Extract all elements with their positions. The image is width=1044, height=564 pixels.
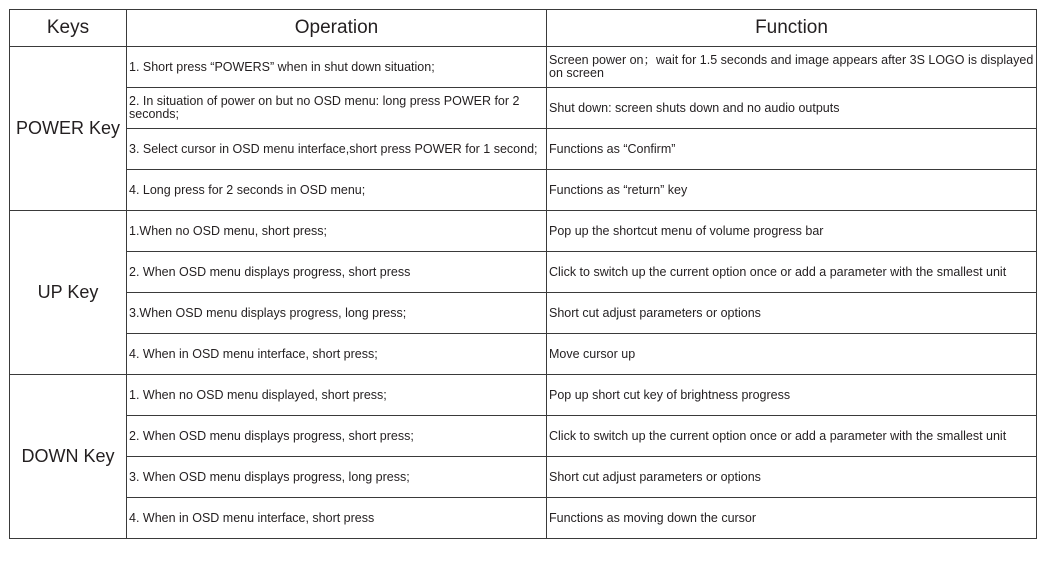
table-row [10, 47, 1037, 88]
table-row [10, 498, 1037, 539]
operation-cell: 2. When OSD menu displays progress, short press; [127, 416, 547, 457]
table-row [10, 88, 1037, 129]
key-name-up: UP Key [10, 211, 127, 375]
table-row [10, 457, 1037, 498]
table-row [10, 334, 1037, 375]
operation-cell: 1. When no OSD menu displayed, short press; [127, 375, 547, 416]
table-row [10, 170, 1037, 211]
table-row [10, 293, 1037, 334]
function-cell: Short cut adjust parameters or options [547, 457, 1037, 498]
operation-cell: 4. When in OSD menu interface, short press; [127, 334, 547, 375]
table-row [10, 252, 1037, 293]
key-operation-table [9, 9, 1037, 539]
function-cell: Pop up short cut key of brightness progress [547, 375, 1037, 416]
table-row [10, 375, 1037, 416]
key-name-down: DOWN Key [10, 375, 127, 539]
key-name-power: POWER Key [10, 47, 127, 211]
header-keys: Keys [10, 10, 127, 47]
function-cell: Move cursor up [547, 334, 1037, 375]
key-operation-table-wrapper [9, 9, 1037, 539]
operation-cell: 4. When in OSD menu interface, short press [127, 498, 547, 539]
function-cell: Functions as “Confirm” [547, 129, 1037, 170]
header-operation: Operation [127, 10, 547, 47]
operation-cell: 2. In situation of power on but no OSD menu: long press POWER for 2 seconds; [127, 88, 547, 129]
function-cell: Click to switch up the current option once or add a parameter with the smallest unit [547, 416, 1037, 457]
table-row [10, 129, 1037, 170]
function-cell: Pop up the shortcut menu of volume progress bar [547, 211, 1037, 252]
operation-cell: 4. Long press for 2 seconds in OSD menu; [127, 170, 547, 211]
function-cell: Shut down: screen shuts down and no audio outputs [547, 88, 1037, 129]
operation-cell: 3. When OSD menu displays progress, long press; [127, 457, 547, 498]
table-header-row [10, 10, 1037, 47]
operation-cell: 1.When no OSD menu, short press; [127, 211, 547, 252]
function-cell: Functions as “return” key [547, 170, 1037, 211]
function-cell: Functions as moving down the cursor [547, 498, 1037, 539]
operation-cell: 1. Short press “POWERS” when in shut down situation; [127, 47, 547, 88]
function-cell: Short cut adjust parameters or options [547, 293, 1037, 334]
operation-cell: 2. When OSD menu displays progress, short press [127, 252, 547, 293]
function-cell: Screen power on；wait for 1.5 seconds and image appears after 3S LOGO is displayed on screen [547, 47, 1037, 88]
table-row [10, 416, 1037, 457]
header-function: Function [547, 10, 1037, 47]
function-cell: Click to switch up the current option once or add a parameter with the smallest unit [547, 252, 1037, 293]
table-row [10, 211, 1037, 252]
operation-cell: 3. Select cursor in OSD menu interface,short press POWER for 1 second; [127, 129, 547, 170]
operation-cell: 3.When OSD menu displays progress, long press; [127, 293, 547, 334]
